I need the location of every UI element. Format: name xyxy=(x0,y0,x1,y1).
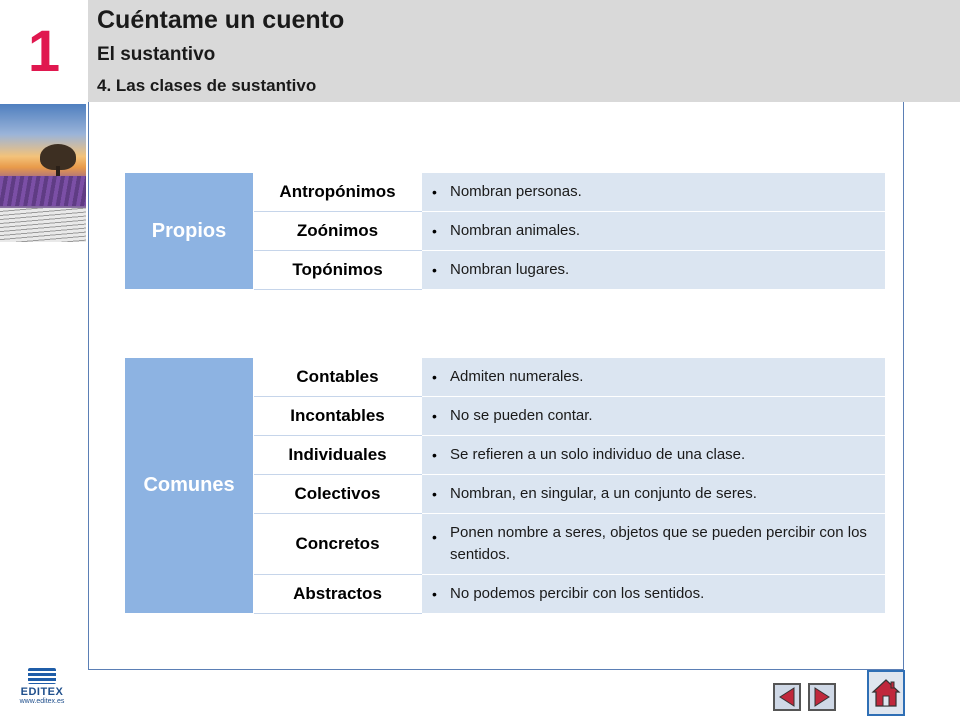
propios-table xyxy=(124,172,886,290)
next-slide-button[interactable] xyxy=(808,683,836,711)
chapter-number: 1 xyxy=(27,18,61,84)
noun-type: Antropónimos xyxy=(254,173,422,212)
book-pages-shape xyxy=(0,208,86,242)
table-row xyxy=(125,173,886,212)
noun-description: • Se refieren a un solo individuo de una clase. xyxy=(422,436,886,475)
noun-type: Abstractos xyxy=(254,575,422,614)
logo-text: EDITEX xyxy=(20,686,64,698)
lavender-book-photo xyxy=(0,104,86,242)
page-subtitle: El sustantivo xyxy=(97,44,216,65)
noun-description: • No podemos percibir con los sentidos. xyxy=(422,575,886,614)
editex-logo xyxy=(14,668,70,712)
noun-description: • No se pueden contar. xyxy=(422,397,886,436)
comunes-table xyxy=(124,357,886,614)
previous-slide-button[interactable] xyxy=(773,683,801,711)
noun-description: • Nombran lugares. xyxy=(422,251,886,290)
group-label-propios: Propios xyxy=(125,173,254,290)
noun-type: Colectivos xyxy=(254,475,422,514)
noun-type: Zoónimos xyxy=(254,212,422,251)
left-triangle-icon xyxy=(778,687,796,707)
page-title: Cuéntame un cuento xyxy=(97,6,345,34)
noun-description: • Nombran animales. xyxy=(422,212,886,251)
noun-type: Individuales xyxy=(254,436,422,475)
lavender-rows-shape xyxy=(0,176,86,206)
group-label-comunes: Comunes xyxy=(125,358,254,614)
noun-type: Concretos xyxy=(254,514,422,575)
table-row xyxy=(125,358,886,397)
noun-type: Incontables xyxy=(254,397,422,436)
noun-type: Topónimos xyxy=(254,251,422,290)
noun-description: • Admiten numerales. xyxy=(422,358,886,397)
section-title: 4. Las clases de sustantivo xyxy=(97,76,317,95)
home-button[interactable] xyxy=(867,670,905,716)
noun-description: • Nombran personas. xyxy=(422,173,886,212)
noun-description: • Ponen nombre a seres, objetos que se pueden percibir con los sentidos. xyxy=(422,514,886,575)
editex-logo-mark-icon xyxy=(28,668,56,684)
logo-url: www.editex.es xyxy=(19,698,65,705)
noun-description: • Nombran, en singular, a un conjunto de seres. xyxy=(422,475,886,514)
house-icon xyxy=(871,676,901,710)
noun-type: Contables xyxy=(254,358,422,397)
right-triangle-icon xyxy=(813,687,831,707)
